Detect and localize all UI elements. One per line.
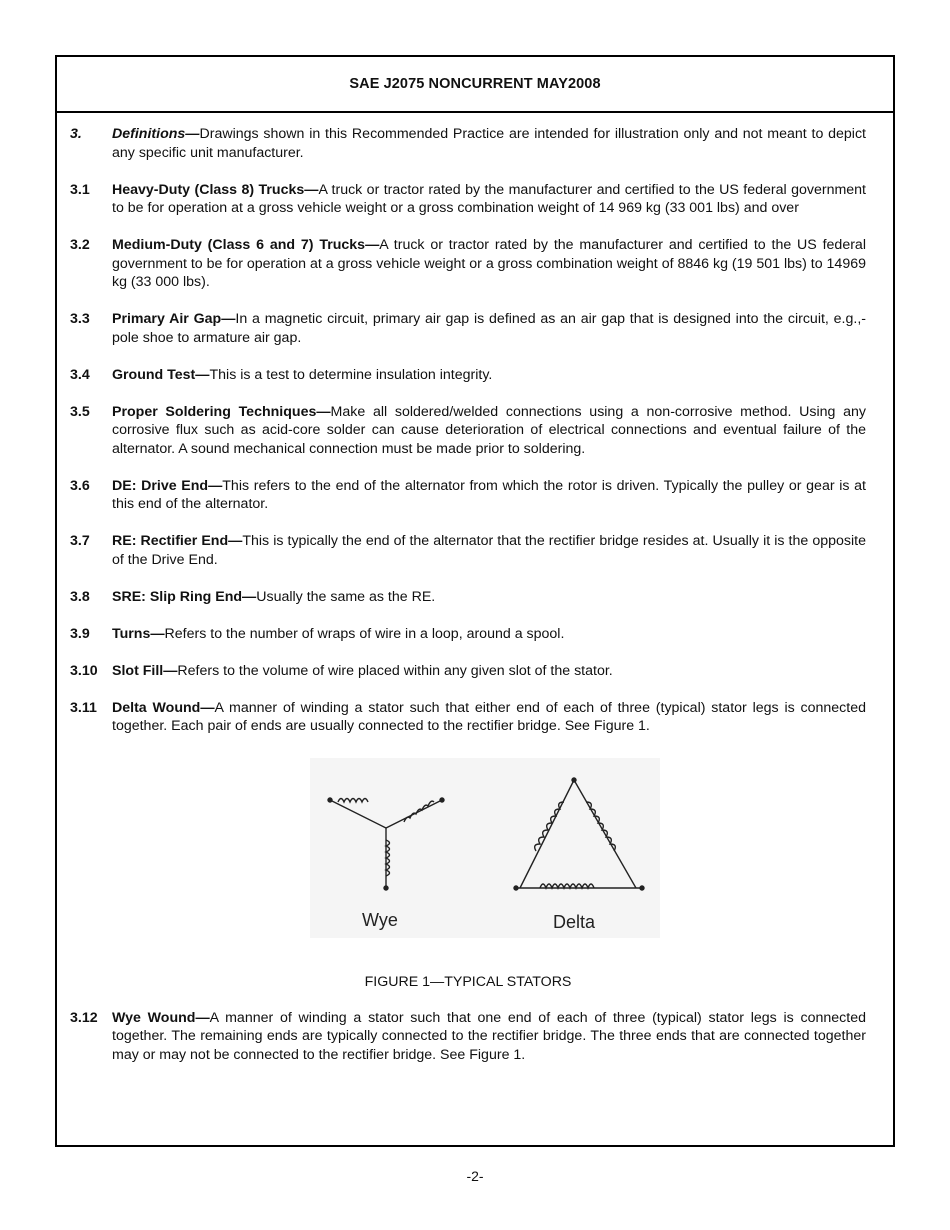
section-number: 3.2 [70,237,90,253]
section-text: This is typically the end of the alternator that the rectifier bridge resides at. Usually it is the opposite of the Drive End. [112,533,866,568]
section-text: In a magnetic circuit, primary air gap is defined as an air gap that is designed into the circuit, e.g.,- pole shoe to armature air gap. [112,311,866,346]
section-3-11 [70,699,866,736]
section-text: Refers to the number of wraps of wire in a loop, around a spool. [164,625,565,642]
section-3-5 [70,403,866,459]
section-text: This is a test to determine insulation integrity. [209,366,493,383]
section-number: 3.11 [70,699,97,716]
section-number: 3.9 [70,625,90,642]
section-term: Wye Wound— [112,1009,210,1026]
section-text: Make all soldered/welded connections using a non-corrosive method. Using any corrosive flux such as acid-core solder can cause deterioration of electrical connections and eventual failure of the alternator. A sound mechanical connection must be made prior to soldering. [112,403,866,457]
section-3-1 [70,181,866,218]
section-text: Refers to the volume of wire placed within any given slot of the stator. [177,662,613,679]
section-term: Definitions— [112,126,200,142]
delta-terminal [572,778,576,782]
delta-terminal [514,886,518,890]
section-term: Turns— [112,625,165,642]
page-number: -2- [466,1168,484,1184]
section-number: 3.8 [70,588,90,605]
section-number: 3.7 [70,533,90,549]
section-3-12 [70,1009,866,1065]
section-number: 3.6 [70,477,90,494]
section-number: 3.10 [70,662,98,679]
section-term: Medium-Duty (Class 6 and 7) Trucks— [112,237,380,253]
section-text: Usually the same as the RE. [256,588,436,605]
section-number: 3. [70,126,82,142]
figure-1 [70,758,866,970]
section-number: 3.4 [70,366,90,383]
delta-label: Delta [553,911,596,932]
section-text: Drawings shown in this Recommended Practice are intended for illustration only and not meant to depict any specific unit manufacturer. [112,126,866,161]
section-3-7 [70,532,866,569]
stator-diagram [310,758,660,970]
section-term: Heavy-Duty (Class 8) Trucks— [112,181,319,198]
section-3 [70,125,866,162]
section-3-9 [70,625,866,644]
section-term: DE: Drive End— [112,477,223,494]
section-3-8 [70,588,866,607]
section-term: Proper Soldering Techniques— [112,403,331,420]
section-term: RE: Rectifier End— [112,533,243,549]
section-text: A manner of winding a stator such that one end of each of three (typical) stator legs is connected together. The remaining ends are typically connected to the rectifier bridge. The three ends that are connected together may or may not be connected to the rectifier bridge. See Figure 1. [112,1009,866,1063]
section-number: 3.12 [70,1009,98,1026]
section-text: A truck or tractor rated by the manufacturer and certified to the US federal government to be for operation at a gross vehicle weight or a gross combination weight of 8846 kg (19 501 lbs) to 14969 kg (33 000 lbs). [112,237,866,290]
page-frame [55,55,895,1147]
section-number: 3.3 [70,311,90,327]
section-term: SRE: Slip Ring End— [112,588,257,605]
wye-terminal [440,798,444,802]
section-term: Delta Wound— [112,699,215,716]
section-3-3 [70,310,866,347]
section-number: 3.5 [70,403,90,420]
delta-terminal [640,886,644,890]
section-3-4 [70,366,866,385]
section-term: Slot Fill— [112,662,178,679]
section-3-2 [70,236,866,292]
wye-terminal [328,798,332,802]
section-text: A manner of winding a stator such that either end of each of three (typical) stator legs is connected together. Each pair of ends are usually connected to the rectifier bridge. See Figure 1. [112,699,866,734]
wye-terminal [384,886,388,890]
document-title: SAE J2075 NONCURRENT MAY2008 [349,76,601,92]
section-3-10 [70,662,866,681]
section-number: 3.1 [70,181,90,198]
section-text: A truck or tractor rated by the manufacturer and certified to the US federal government to be for operation at a gross vehicle weight or a gross combination weight of 14 969 kg (33 001 lbs) and over [112,181,866,216]
section-term: Primary Air Gap— [112,311,236,327]
figure-caption: FIGURE 1—TYPICAL STATORS [364,973,572,990]
wye-label: Wye [362,909,398,930]
section-3-6 [70,477,866,514]
section-text: This refers to the end of the alternator from which the rotor is driven. Typically the pulley or gear is at this end of the alternator. [112,477,866,512]
section-term: Ground Test— [112,366,210,383]
page-body [57,113,893,1064]
page-header [57,57,893,113]
